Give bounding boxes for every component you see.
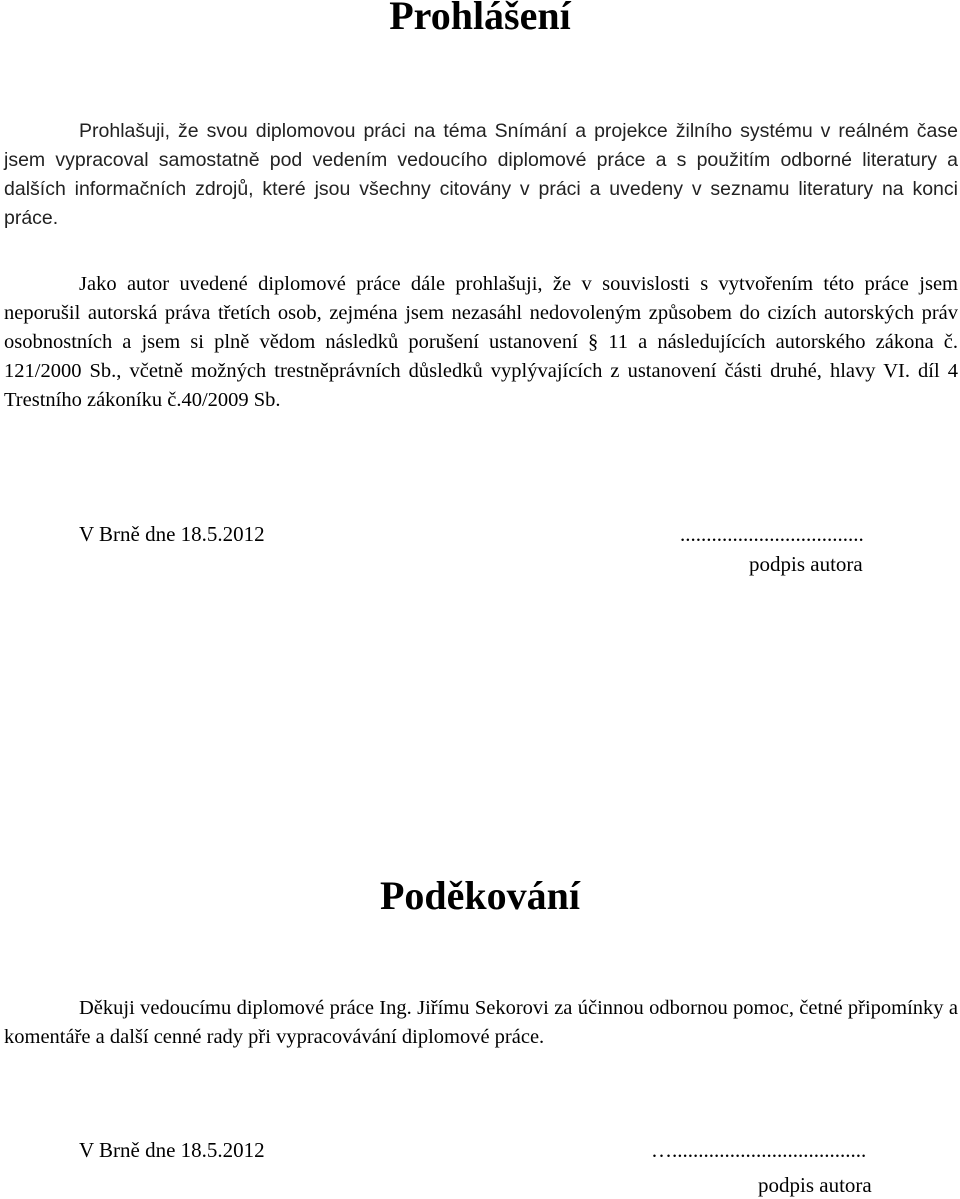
acknowledgement-paragraph: Děkuji vedoucímu diplomové práce Ing. Jiřímu Sekorovi za účinnou odbornou pomoc, četné připomínky a komentáře a další cenné rady při vypracovávání diplomové práce.	[4, 997, 958, 1048]
declaration-place-date: V Brně dne 18.5.2012	[79, 522, 265, 546]
declaration-paragraph-2: Jako autor uvedené diplomové práce dále prohlašuji, že v souvislosti s vytvořením této práce jsem neporušil autorská práva třetích osob, zejména jsem nezasáhl nedovoleným způsobem do cizích autorských práv osobnostních a jsem si plně vědom následků porušení ustanovení § 11 a následujících autorského zákona č. 121/2000 Sb., včetně možných trestněprávních důsledků vyplývajících z ustanovení části druhé, hlavy VI. díl 4 Trestního zákoníku č.40/2009 Sb.	[4, 273, 958, 411]
declaration-paragraph-1: Prohlašuji, že svou diplomovou práci na téma Snímání a projekce žilního systému v reálném čase jsem vypracoval samostatně pod vedením vedoucího diplomové práce a s použitím odborné literatury a dalších informačních zdrojů, které jsou všechny citovány v práci a uvedeny v seznamu literatury na konci práce.	[4, 120, 958, 229]
acknowledgement-place-date: V Brně dne 18.5.2012	[79, 1138, 265, 1162]
declaration-signature-label: podpis autora	[749, 552, 863, 576]
declaration-heading: Prohlášení	[389, 0, 571, 38]
acknowledgement-signature-label: podpis autora	[758, 1173, 872, 1197]
acknowledgement-signature-line: ….....................................	[651, 1138, 867, 1162]
declaration-signature-line: ...................................	[680, 522, 864, 546]
acknowledgement-heading: Poděkování	[379, 873, 581, 918]
